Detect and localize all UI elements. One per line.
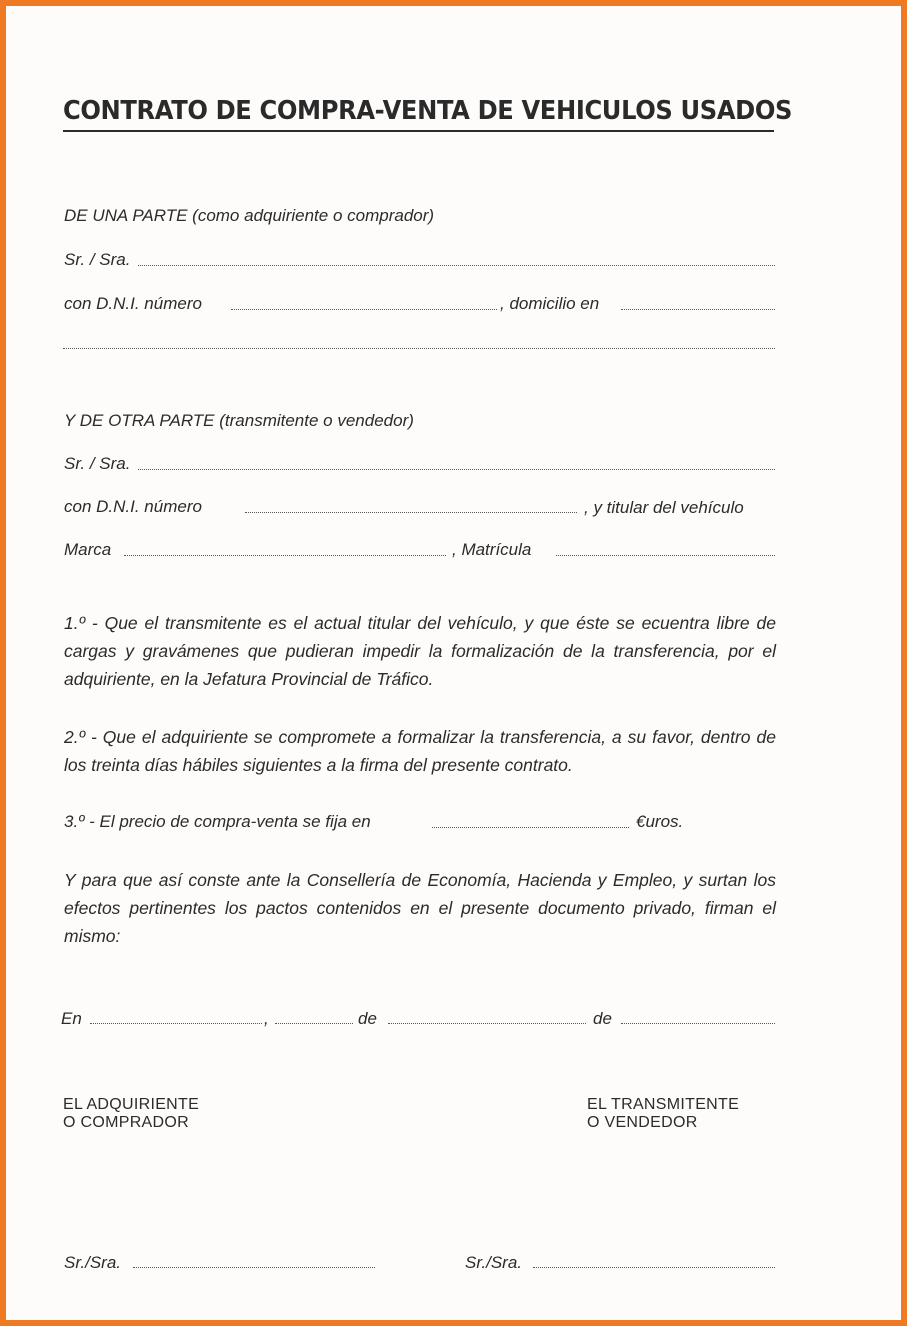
seller-dni-label: con D.N.I. número (64, 497, 202, 516)
clause-2: 2.º - Que el adquiriente se compromete a formalizar la transferencia, a su favor, dentro de los treinta días hábiles siguientes a la firma del presente contrato. (64, 727, 776, 775)
vehicle-brand-label: Marca (64, 540, 112, 559)
seller-name-field[interactable] (138, 469, 775, 470)
buyer-name-field[interactable] (138, 265, 775, 266)
buyer-dni-field[interactable] (231, 309, 497, 310)
vehicle-brand-field[interactable] (124, 555, 446, 556)
clause-3-currency: €uros. (636, 812, 684, 831)
buyer-signature-field[interactable] (133, 1267, 375, 1268)
seller-owner-label: , y titular del vehículo (584, 498, 744, 517)
buyer-signature-label: Sr./Sra. (64, 1253, 121, 1272)
seller-dni-field[interactable] (245, 512, 577, 513)
clause-1: 1.º - Que el transmitente es el actual titular del vehículo, y que éste se ecuentra libre de cargas y gravámenes que pudieran impedir la formalización de la transferencia, por el adquiriente, en la Jefatura Provincial de Tráfico. (64, 613, 776, 689)
buyer-caption-line1: EL ADQUIRIENTE (63, 1096, 200, 1113)
title-underline (63, 130, 774, 132)
buyer-address-field-continued[interactable] (63, 348, 775, 349)
buyer-name-label: Sr. / Sra. (64, 250, 131, 269)
seller-caption-line1: EL TRANSMITENTE (587, 1096, 740, 1113)
date-place-field[interactable] (90, 1023, 262, 1024)
date-month-field[interactable] (388, 1023, 586, 1024)
date-place-label: En (61, 1009, 82, 1028)
closing-paragraph: Y para que así conste ante la Consellería de Economía, Hacienda y Empleo, y surtan los efectos pertinentes los pactos contenidos en el presente documento privado, firman el mismo: (64, 870, 776, 946)
buyer-heading: DE UNA PARTE (como adquiriente o comprador) (64, 206, 435, 225)
contract-sheet (6, 6, 901, 1320)
vehicle-plate-field[interactable] (556, 555, 775, 556)
date-month-label: de (358, 1009, 377, 1028)
seller-heading: Y DE OTRA PARTE (transmitente o vendedor) (64, 411, 414, 430)
date-year-field[interactable] (621, 1023, 775, 1024)
document-title: CONTRATO DE COMPRA-VENTA DE VEHICULOS USADOS (63, 96, 793, 126)
vehicle-plate-label: , Matrícula (452, 540, 532, 559)
clause-3-label: 3.º - El precio de compra-venta se fija en (64, 812, 371, 831)
date-comma: , (264, 1009, 269, 1028)
buyer-address-label: , domicilio en (500, 294, 600, 313)
seller-signature-label: Sr./Sra. (465, 1253, 522, 1272)
buyer-caption-line2: O COMPRADOR (63, 1114, 189, 1131)
buyer-dni-label: con D.N.I. número (64, 294, 202, 313)
seller-signature-field[interactable] (533, 1267, 775, 1268)
seller-caption-line2: O VENDEDOR (587, 1114, 698, 1131)
date-day-field[interactable] (275, 1023, 353, 1024)
buyer-address-field[interactable] (621, 309, 775, 310)
date-year-label: de (593, 1009, 612, 1028)
seller-name-label: Sr. / Sra. (64, 454, 131, 473)
price-field[interactable] (432, 827, 629, 828)
